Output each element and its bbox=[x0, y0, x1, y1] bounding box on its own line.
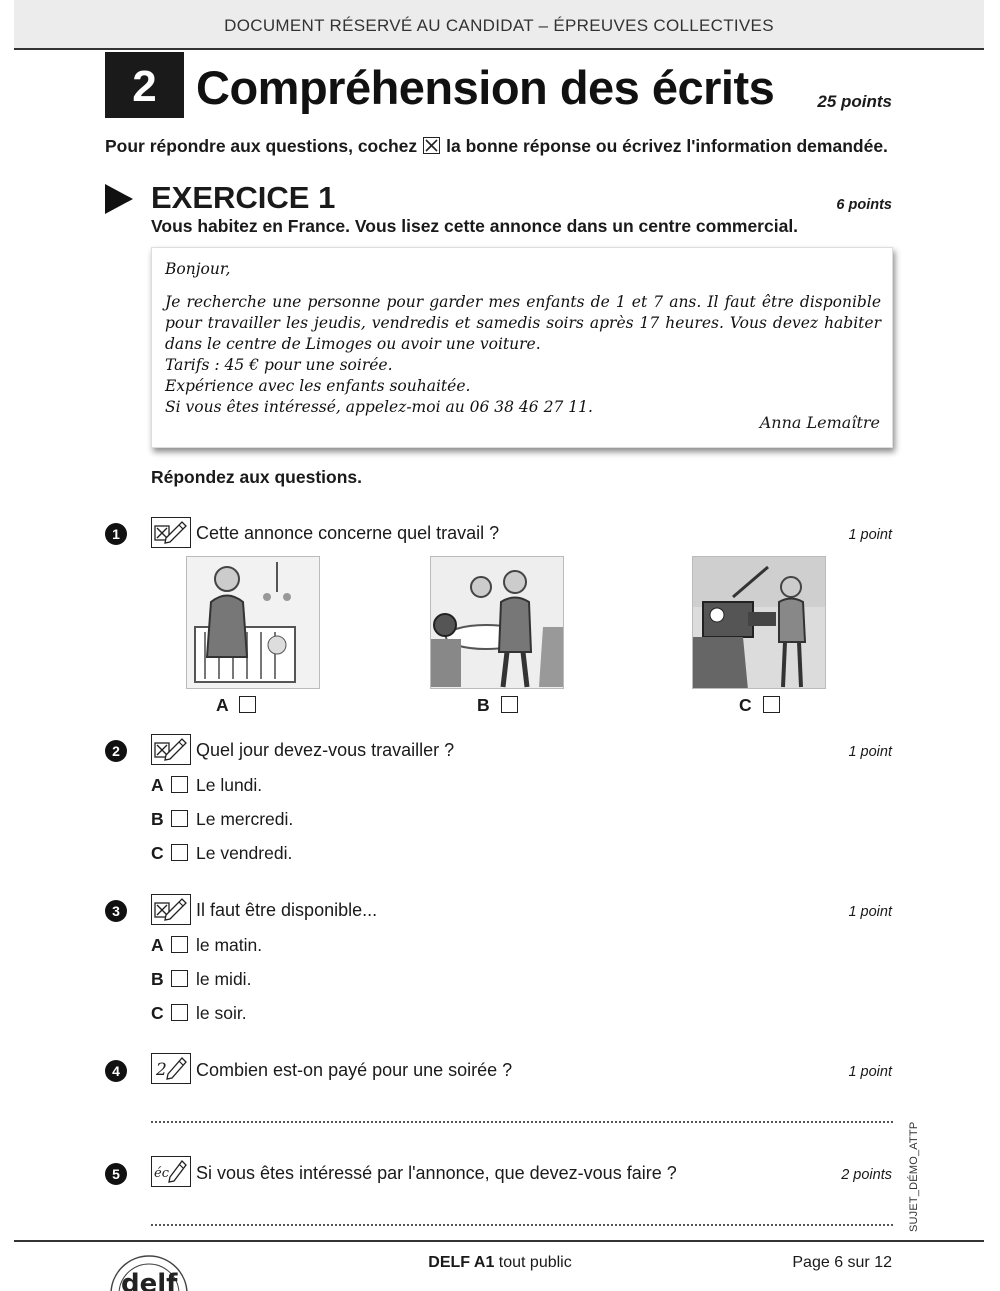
number-pencil-icon bbox=[151, 1053, 191, 1084]
advertisement-card bbox=[151, 247, 893, 448]
option-letter: B bbox=[151, 809, 164, 829]
picture-option-b[interactable] bbox=[477, 695, 526, 716]
question-5-text: Si vous êtes intéressé par l'annonce, que devez-vous faire ? bbox=[196, 1163, 677, 1183]
question-3-points: 1 point bbox=[848, 904, 892, 920]
option-label: Le mercredi. bbox=[196, 809, 294, 829]
option-checkbox[interactable] bbox=[171, 810, 188, 827]
footer-exam-audience: tout public bbox=[494, 1254, 572, 1271]
checkbox-pencil-icon bbox=[151, 734, 191, 765]
question-4-points: 1 point bbox=[848, 1064, 892, 1080]
option-letter: A bbox=[151, 935, 164, 955]
ad-body-text: Je recherche une personne pour garder mes enfants de 1 et 7 ans. Il faut être disponible pour travailler les jeudis, vendredis et samedis soirs après 17 heures. Vous devez habiter dans le centre de Limoges ou avoir une voiture. bbox=[165, 293, 881, 353]
play-arrow-icon bbox=[105, 184, 133, 214]
ad-body bbox=[165, 292, 881, 418]
babysitter-illustration bbox=[186, 556, 320, 689]
picture-option-b-letter: B bbox=[477, 695, 490, 715]
ad-contact: Si vous êtes intéressé, appelez-moi au 06 38 46 27 11. bbox=[165, 398, 593, 416]
option-label: Le lundi. bbox=[196, 775, 263, 795]
option-checkbox[interactable] bbox=[171, 1004, 188, 1021]
option-checkbox[interactable] bbox=[171, 936, 188, 953]
option-checkbox[interactable] bbox=[171, 776, 188, 793]
exercise-points: 6 points bbox=[836, 197, 892, 213]
ad-rates: Tarifs : 45 € pour une soirée. bbox=[165, 356, 393, 374]
option-label: le soir. bbox=[196, 1003, 247, 1023]
picture-option-a-letter: A bbox=[216, 695, 228, 715]
ad-experience: Expérience avec les enfants souhaitée. bbox=[165, 377, 471, 395]
option-label: le matin. bbox=[196, 935, 263, 955]
picture-option-a-checkbox[interactable] bbox=[239, 696, 256, 713]
question-2-points: 1 point bbox=[848, 744, 892, 760]
footer-divider bbox=[14, 1240, 984, 1242]
question-1-text: Cette annonce concerne quel travail ? bbox=[196, 523, 500, 543]
waitress-illustration bbox=[430, 556, 564, 689]
camera-crew-illustration bbox=[692, 556, 826, 689]
checkbox-pencil-icon bbox=[151, 894, 191, 925]
question-2-option-c[interactable] bbox=[151, 843, 292, 864]
checkbox-pencil-icon bbox=[151, 517, 191, 548]
option-checkbox[interactable] bbox=[171, 970, 188, 987]
section-number: 2 bbox=[105, 52, 184, 118]
picture-option-a[interactable] bbox=[216, 695, 264, 716]
section-title: Compréhension des écrits bbox=[196, 61, 775, 114]
answer-prompt: Répondez aux questions. bbox=[151, 467, 362, 487]
document-code: SUJET_DÉMO_ATTP bbox=[908, 1121, 920, 1232]
write-icon-glyph: éc bbox=[154, 1166, 169, 1181]
header-banner-text: DOCUMENT RÉSERVÉ AU CANDIDAT – ÉPREUVES COLLECTIVES bbox=[224, 16, 774, 35]
question-2-number: 2 bbox=[105, 740, 127, 762]
write-pencil-icon bbox=[151, 1156, 191, 1187]
checked-box-icon bbox=[423, 137, 440, 154]
question-2-text: Quel jour devez-vous travailler ? bbox=[196, 740, 455, 760]
question-4-text: Combien est-on payé pour une soirée ? bbox=[196, 1060, 513, 1080]
picture-option-c-checkbox[interactable] bbox=[763, 696, 780, 713]
answer-line-4[interactable] bbox=[151, 1121, 893, 1123]
question-3-option-b[interactable] bbox=[151, 969, 251, 990]
question-3-option-c[interactable] bbox=[151, 1003, 247, 1024]
picture-option-c-letter: C bbox=[739, 695, 752, 715]
option-label: le midi. bbox=[196, 969, 252, 989]
svg-text:delf: delf bbox=[121, 1269, 178, 1291]
footer-exam-level: DELF A1 bbox=[428, 1254, 495, 1271]
picture-option-c[interactable] bbox=[739, 695, 788, 716]
question-5-number: 5 bbox=[105, 1163, 127, 1185]
question-1-number: 1 bbox=[105, 523, 127, 545]
option-letter: C bbox=[151, 1003, 164, 1023]
option-letter: C bbox=[151, 843, 164, 863]
exercise-title: EXERCICE 1 bbox=[151, 180, 336, 215]
instructions-part1: Pour répondre aux questions, cochez bbox=[105, 136, 418, 156]
question-4-number: 4 bbox=[105, 1060, 127, 1082]
question-2-option-b[interactable] bbox=[151, 809, 293, 830]
picture-option-b-checkbox[interactable] bbox=[501, 696, 518, 713]
question-5-points: 2 points bbox=[841, 1167, 892, 1183]
question-1-points: 1 point bbox=[848, 527, 892, 543]
question-3-number: 3 bbox=[105, 900, 127, 922]
header-banner bbox=[14, 0, 984, 50]
page-number: Page 6 sur 12 bbox=[792, 1254, 892, 1271]
instructions-part2: la bonne réponse ou écrivez l'information demandée. bbox=[446, 136, 888, 156]
answer-line-5[interactable] bbox=[151, 1224, 893, 1226]
question-2-option-a[interactable] bbox=[151, 775, 262, 796]
option-label: Le vendredi. bbox=[196, 843, 293, 863]
section-points: 25 points bbox=[817, 92, 892, 111]
question-3-option-a[interactable] bbox=[151, 935, 262, 956]
option-letter: B bbox=[151, 969, 164, 989]
question-3-text: Il faut être disponible... bbox=[196, 900, 378, 920]
option-checkbox[interactable] bbox=[171, 844, 188, 861]
ad-signature: Anna Lemaître bbox=[759, 413, 880, 432]
instructions bbox=[105, 136, 888, 157]
number-icon-glyph: 2 bbox=[156, 1060, 167, 1080]
option-letter: A bbox=[151, 775, 164, 795]
ad-greeting: Bonjour, bbox=[165, 260, 231, 278]
exercise-context: Vous habitez en France. Vous lisez cette annonce dans un centre commercial. bbox=[151, 216, 799, 236]
